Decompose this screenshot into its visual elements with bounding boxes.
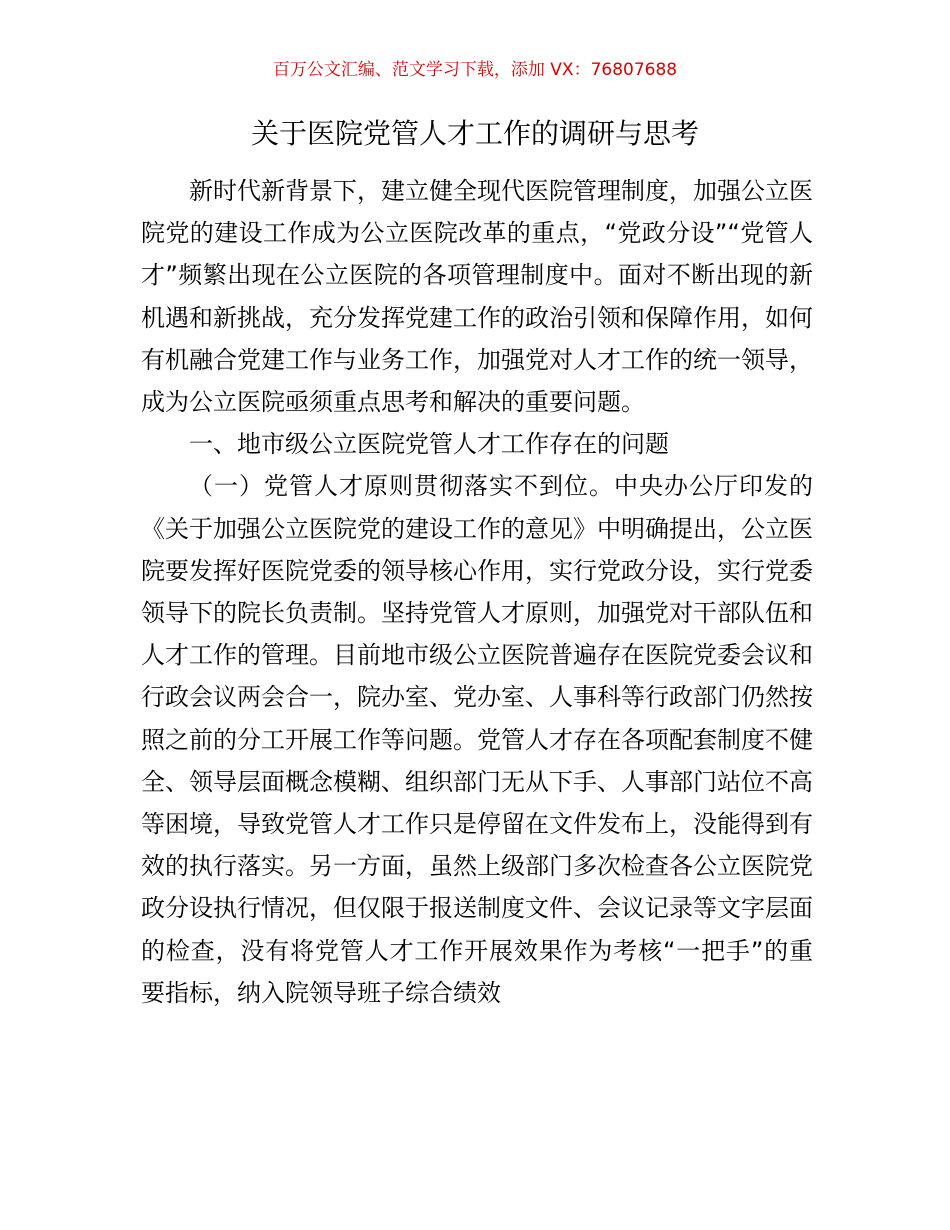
watermark-header: 百万公文汇编、范文学习下载，添加 VX：76807688: [272, 60, 678, 80]
intro-paragraph: 新时代新背景下，建立健全现代医院管理制度，加强公立医院党的建设工作成为公立医院改革的重点，“党政分设”“党管人才”频繁出现在公立医院的各项管理制度中。面对不断出现的新机遇和新挑战，充分发挥党建工作的政治引领和保障作用，如何有机融合党建工作与业务工作，加强党对人才工作的统一领导，成为公立医院亟须重点思考和解决的重要问题。: [141, 177, 813, 417]
body-paragraph: （一）党管人才原则贯彻落实不到位。中央办公厅印发的《关于加强公立医院党的建设工作的意见》中明确提出，公立医院要发挥好医院党委的领导核心作用，实行党政分设，实行党委领导下的院长负责制。坚持党管人才原则，加强党对干部队伍和人才工作的管理。目前地市级公立医院普遍存在医院党委会议和行政会议两会合一，院办室、党办室、人事科等行政部门仍然按照之前的分工开展工作等问题。党管人才存在各项配套制度不健全、领导层面概念模糊、组织部门无从下手、人事部门站位不高等困境，导致党管人才工作只是停留在文件发布上，没能得到有效的执行落实。另一方面，虽然上级部门多次检查各公立医院党政分设执行情况，但仅限于报送制度文件、会议记录等文字层面的检查，没有将党管人才工作开展效果作为考核“一把手”的重要指标，纳入院领导班子综合绩效: [141, 472, 813, 1007]
section-heading: 一、地市级公立医院党管人才工作存在的问题: [189, 430, 669, 459]
document-title: 关于医院党管人才工作的调研与思考: [250, 117, 699, 150]
document-body: [141, 170, 813, 1014]
